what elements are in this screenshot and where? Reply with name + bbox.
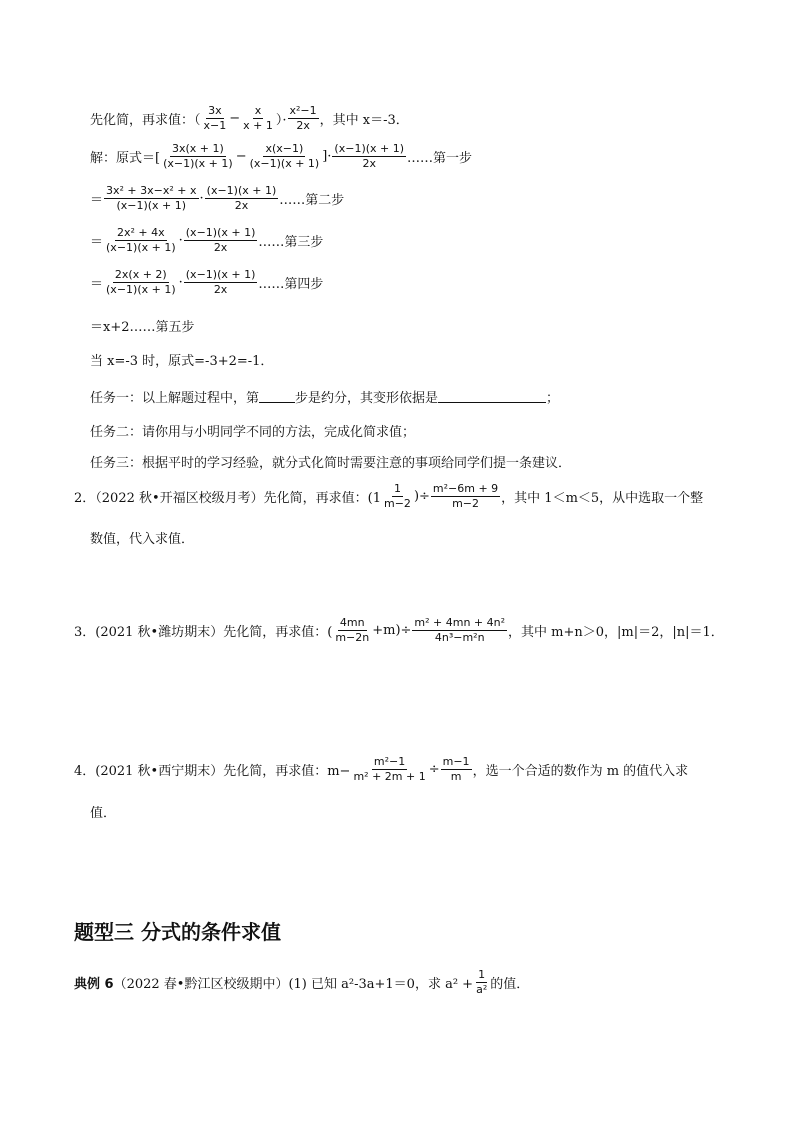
fraction: $\frac{(x-1)(x + 1)}{2x}$ [185,226,256,254]
problem-3: 3．(2021 秋•潍坊期末）先化简，再求值：( $\frac{4mn}{m-2n}$ +m)÷ $\frac{\text{m² + 4mn + 4n²}}{\text{4n³−m²n}}$ ，其中 m+n＞0，|m|＝2，|n|＝1． [74,616,724,644]
problem-2-continued: 数值，代入求值． [90,532,195,547]
fraction: $\frac{\text{m²−6m + 9}}{m-2}$ [432,482,499,510]
fraction: $\frac{(x-1)(x + 1)}{2x}$ [206,184,277,212]
fraction: $\frac{(x-1)(x + 1)}{2x}$ [185,268,256,296]
fraction: $\frac{2x(x + 2)}{(x-1)(x + 1)}$ [106,268,176,296]
solution-step-5: ＝x+2……第五步 [90,320,195,335]
problem-4-continued: 值． [90,806,117,821]
task-3: 任务三：根据平时的学习经验，就分式化简时需要注意的事项给同学们提一条建议． [90,456,572,471]
fraction: $\frac{\text{m² + 4mn + 4n²}}{\text{4n³−m²n}}$ [414,616,506,644]
task-2: 任务二：请你用与小明同学不同的方法，完成化简求值； [90,425,416,440]
fraction: $\frac{m-1}{m}$ [442,755,470,783]
fraction: $\frac{1}{m-2}$ [384,482,411,510]
example-6: 典例 6 （2022 春•黔江区校级期中）(1) 已知 a²-3a+1＝0，求 a² + $\frac{1}{\text{a²}}$ 的值． [74,968,530,996]
fraction: $\frac{1}{\text{a²}}$ [476,968,488,996]
fraction: $\frac{3x}{x-1}$ [203,104,227,132]
task-1: 任务一：以上解题过程中，第 步是约分，其变形依据是 ； [90,391,560,406]
fraction: $\frac{3x(x + 1)}{(x-1)(x + 1)}$ [163,142,233,170]
fraction: $\frac{4mn}{m-2n}$ [335,616,370,644]
answer-blank[interactable] [438,390,546,403]
solution-step-3: ＝ $\frac{\text{2x² + 4x}}{(x-1)(x + 1)}$ · $\frac{(x-1)(x + 1)}{2x}$ ……第三步 [90,226,324,254]
fraction: $\frac{\text{2x² + 4x}}{(x-1)(x + 1)}$ [106,226,176,254]
problem-4: 4．(2021 秋•西宁期末）先化简，再求值：m− $\frac{\text{m²−1}}{\text{m² + 2m + 1}}$ ÷ $\frac{m-1}{m}$ ，选一个合适的数作为 m 的值代入求 [74,755,689,783]
fraction: $\frac{(x-1)(x + 1)}{2x}$ [334,142,405,170]
fraction: $\frac{\text{m²−1}}{\text{m² + 2m + 1}}$ [353,755,426,783]
solution-step-2: ＝ $\frac{\text{3x² + 3x−x² + x}}{(x-1)(x + 1)}$ · $\frac{(x-1)(x + 1)}{2x}$ ……第二步 [90,184,345,212]
evaluation-line: 当 x=-3 时，原式=-3+2=-1． [90,354,274,369]
problem-2: 2．（2022 秋•开福区校级月考）先化简，再求值：(1 $\frac{1}{m-2}$ )÷ $\frac{\text{m²−6m + 9}}{m-2}$ ，其中 1＜m＜5，从中选取一个整 [74,482,704,510]
fraction: $\frac{x(x-1)}{(x-1)(x + 1)}$ [249,142,320,170]
fraction: $\frac{\text{3x² + 3x−x² + x}}{(x-1)(x + 1)}$ [106,184,197,212]
answer-blank[interactable] [259,390,295,403]
problem1-statement: 先化简，再求值：（ $\frac{3x}{x-1}$ − $\frac{x}{x + 1}$ ）· $\frac{\text{x²−1}}{2x}$ ，其中 x＝-3． [90,104,409,132]
fraction: $\frac{\text{x²−1}}{2x}$ [289,104,317,132]
solution-step-1: 解：原式＝[ $\frac{3x(x + 1)}{(x-1)(x + 1)}$ − $\frac{x(x-1)}{(x-1)(x + 1)}$ ]· $\frac{(x-1)(x + 1)}{2x}$ ……第一步 [90,142,473,170]
section-heading: 题型三 分式的条件求值 [74,920,281,944]
fraction: $\frac{x}{x + 1}$ [243,104,273,132]
solution-step-4: ＝ $\frac{2x(x + 2)}{(x-1)(x + 1)}$ · $\frac{(x-1)(x + 1)}{2x}$ ……第四步 [90,268,324,296]
